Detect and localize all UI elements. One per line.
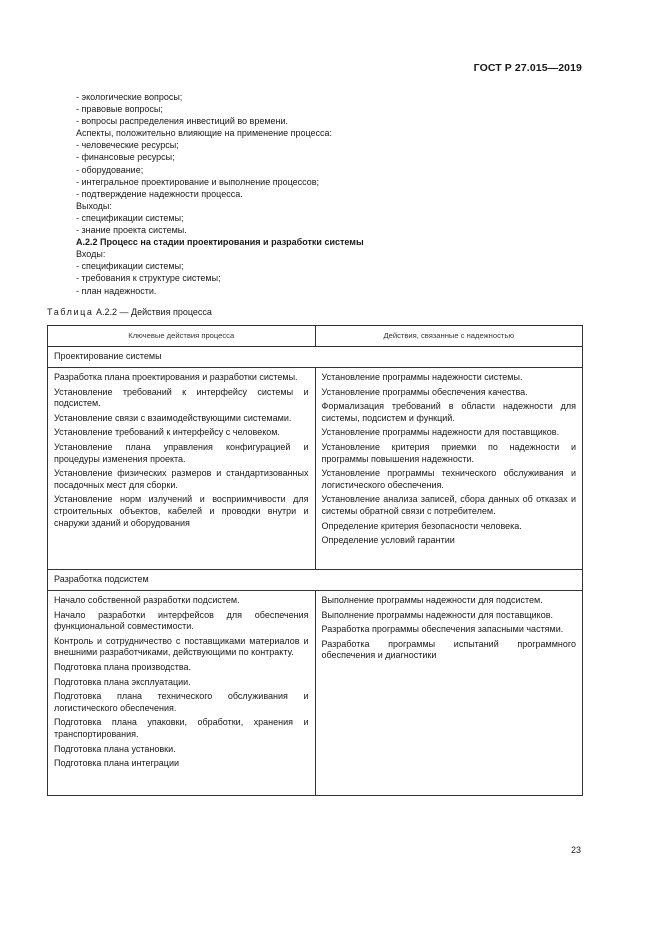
table-cell-item: Подготовка плана интеграции [54, 758, 180, 769]
table-cell-item: Установление анализа записей, сбора данных об отказах и системы обратной связи с потребителем. [321, 494, 576, 516]
section-row [48, 570, 583, 591]
table-cell-item: Начало собственной разработки подсистем. [54, 595, 240, 605]
process-actions-table [47, 325, 583, 796]
table-cell-item: Выполнение программы надежности для подсистем. [321, 595, 543, 605]
text-line: Аспекты, положительно влияющие на применение процесса: [76, 128, 333, 139]
table-cell-item: Подготовка плана эксплуатации. [54, 676, 191, 687]
table-cell-item: Формализация требований в области надежности для системы, подсистем и функций. [321, 401, 576, 423]
text-line: - знание проекта системы. [76, 225, 187, 236]
text-line: - экологические вопросы; [76, 92, 183, 102]
text-line: - оборудование; [76, 164, 144, 175]
key-actions-cell [48, 591, 316, 796]
text-line: - спецификации системы; [76, 212, 184, 223]
text-line: - правовые вопросы; [76, 104, 163, 115]
table-cell-item: Установление плана управления конфигурацией и процедуры изменения проекта. [54, 441, 309, 464]
table-cell-item: Установление программы технического обслуживания и логистического обеспечения. [321, 468, 576, 490]
table-row [48, 591, 583, 796]
subsection-heading: А.2.2 Процесс на стадии проектирования и разработки системы [76, 237, 364, 248]
table-cell-item: Установление критерия приемки по надежности и программы повышения надежности. [321, 441, 576, 464]
table-cell-item: Разработка плана проектирования и разработки системы. [54, 372, 298, 382]
table-row [48, 368, 583, 570]
body-text [76, 91, 586, 297]
table-caption-prefix: Таблица [47, 307, 94, 317]
table-cell-item: Начало разработки интерфейсов для обеспечения функциональной совместимости. [54, 609, 309, 632]
key-actions-cell [48, 368, 316, 570]
text-line: - интегральное проектирование и выполнение процессов; [76, 176, 320, 187]
table-caption [47, 307, 212, 317]
text-line: - спецификации системы; [76, 261, 184, 272]
text-line: Входы: [76, 249, 106, 260]
column-header-key-actions: Ключевые действия процесса [48, 326, 316, 347]
table-cell-item: Установление физических размеров и стандартизованных посадочных мест для сборки. [54, 468, 309, 490]
inputs-list [76, 248, 586, 296]
table-cell-item: Установление программы обеспечения качества. [321, 386, 528, 397]
table-cell-item: Разработка программы испытаний программного обеспечения и диагностики [321, 638, 576, 661]
section-row [48, 347, 583, 368]
reliability-actions-cell [315, 591, 583, 796]
text-line: - вопросы распределения инвестиций во времени. [76, 116, 289, 127]
section-title: Проектирование системы [48, 347, 583, 368]
table-cell-item: Определение условий гарантии [321, 535, 455, 546]
table-cell-item: Определение критерия безопасности человека. [321, 520, 522, 531]
document-header: ГОСТ Р 27.015—2019 [473, 62, 582, 74]
table-cell-item: Установление требований к интерфейсу с человеком. [54, 427, 280, 438]
text-line: - требования к структуре системы; [76, 273, 221, 284]
section-title: Разработка подсистем [48, 570, 583, 591]
text-line: - человеческие ресурсы; [76, 140, 179, 151]
table-cell-item: Контроль и сотрудничество с поставщиками материалов и внешними разработчиками, действующими по контракту. [54, 635, 309, 658]
table-cell-item: Установление связи с взаимодействующими системами. [54, 412, 292, 423]
column-header-reliability-actions: Действия, связанные с надежностью [315, 326, 583, 347]
table-cell-item: Подготовка плана упаковки, обработки, хранения и транспортирования. [54, 717, 309, 739]
text-line: - план надежности. [76, 285, 157, 296]
reliability-actions-cell [315, 368, 583, 570]
table-cell-item: Выполнение программы надежности для поставщиков. [321, 609, 554, 620]
text-line: - подтверждение надежности процесса. [76, 188, 243, 199]
table-cell-item: Подготовка плана технического обслуживания и логистического обеспечения. [54, 691, 309, 713]
text-line: Выходы: [76, 200, 112, 211]
table-caption-title: А.2.2 — Действия процесса [93, 307, 212, 317]
table-cell-item: Подготовка плана установки. [54, 743, 176, 754]
text-line: - финансовые ресурсы; [76, 152, 175, 163]
page-number: 23 [570, 845, 581, 855]
table-cell-item: Разработка программы обеспечения запасными частями. [321, 624, 564, 635]
table-cell-item: Установление программы надежности для поставщиков. [321, 427, 560, 438]
table-cell-item: Установление программы надежности системы. [321, 372, 523, 382]
table-header-row [48, 326, 583, 347]
intro-list [76, 91, 586, 236]
table-cell-item: Установление норм излучений и восприимчивости для строительных объектов, кабелей и проводки внутри и снаружи зданий и оборудования [54, 494, 309, 528]
table-cell-item: Подготовка плана производства. [54, 661, 192, 672]
table-cell-item: Установление требований к интерфейсу системы и подсистем. [54, 386, 309, 409]
